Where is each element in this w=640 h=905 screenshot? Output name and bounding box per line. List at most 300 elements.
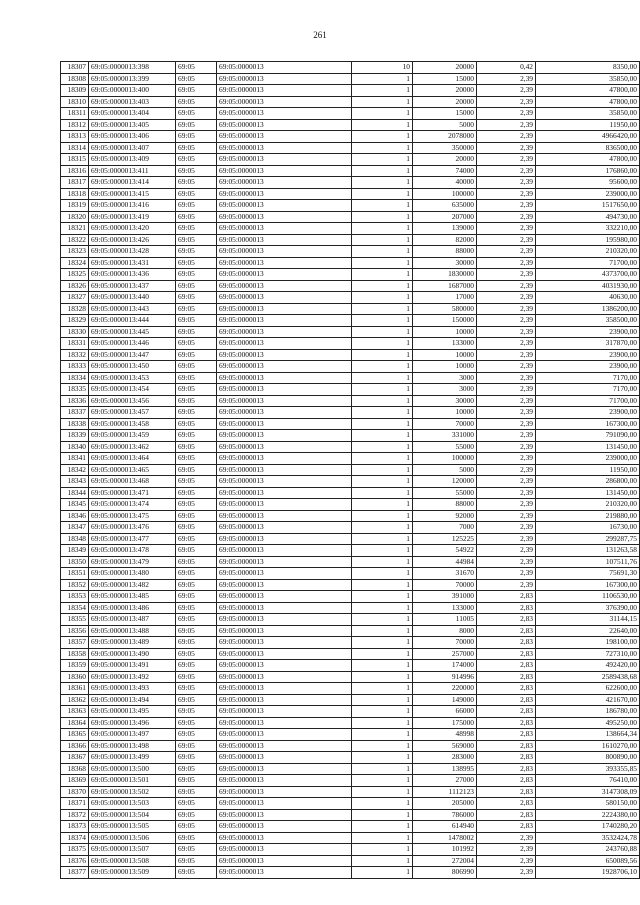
area-cell: 11005 — [413, 614, 477, 626]
district-code-cell: 69:05 — [176, 591, 217, 603]
rate-cell: 2,39 — [477, 234, 536, 246]
value-cell: 1386200,00 — [536, 303, 640, 315]
count-cell: 1 — [352, 809, 413, 821]
quarter-code-cell: 69:05:0000013 — [217, 786, 352, 798]
rate-cell: 2,83 — [477, 821, 536, 833]
area-cell: 150000 — [413, 315, 477, 327]
table-row — [61, 96, 640, 108]
value-cell: 393355,85 — [536, 763, 640, 775]
quarter-code-cell: 69:05:0000013 — [217, 510, 352, 522]
count-cell: 1 — [352, 257, 413, 269]
quarter-code-cell: 69:05:0000013 — [217, 177, 352, 189]
cadastral-number-cell: 69:05:0000013:487 — [89, 614, 176, 626]
value-cell: 1610270,00 — [536, 740, 640, 752]
rate-cell: 2,39 — [477, 96, 536, 108]
value-cell: 11950,00 — [536, 119, 640, 131]
district-code-cell: 69:05 — [176, 832, 217, 844]
rate-cell: 2,83 — [477, 591, 536, 603]
count-cell: 1 — [352, 338, 413, 350]
rate-cell: 2,39 — [477, 326, 536, 338]
quarter-code-cell: 69:05:0000013 — [217, 441, 352, 453]
row-number-cell: 18372 — [61, 809, 89, 821]
table-row — [61, 269, 640, 281]
district-code-cell: 69:05 — [176, 223, 217, 235]
value-cell: 76410,00 — [536, 775, 640, 787]
row-number-cell: 18323 — [61, 246, 89, 258]
cadastral-number-cell: 69:05:0000013:477 — [89, 533, 176, 545]
count-cell: 1 — [352, 648, 413, 660]
count-cell: 1 — [352, 614, 413, 626]
quarter-code-cell: 69:05:0000013 — [217, 637, 352, 649]
quarter-code-cell: 69:05:0000013 — [217, 303, 352, 315]
district-code-cell: 69:05 — [176, 211, 217, 223]
cadastral-number-cell: 69:05:0000013:492 — [89, 671, 176, 683]
cadastral-number-cell: 69:05:0000013:502 — [89, 786, 176, 798]
district-code-cell: 69:05 — [176, 683, 217, 695]
value-cell: 23900,00 — [536, 349, 640, 361]
count-cell: 1 — [352, 407, 413, 419]
rate-cell: 2,39 — [477, 177, 536, 189]
quarter-code-cell: 69:05:0000013 — [217, 591, 352, 603]
area-cell: 88000 — [413, 246, 477, 258]
count-cell: 1 — [352, 510, 413, 522]
row-number-cell: 18340 — [61, 441, 89, 453]
row-number-cell: 18332 — [61, 349, 89, 361]
value-cell: 23900,00 — [536, 361, 640, 373]
area-cell: 70000 — [413, 418, 477, 430]
row-number-cell: 18333 — [61, 361, 89, 373]
value-cell: 40630,00 — [536, 292, 640, 304]
table-row — [61, 315, 640, 327]
count-cell: 1 — [352, 821, 413, 833]
value-cell: 210320,00 — [536, 499, 640, 511]
count-cell: 1 — [352, 188, 413, 200]
quarter-code-cell: 69:05:0000013 — [217, 499, 352, 511]
row-number-cell: 18364 — [61, 717, 89, 729]
area-cell: 82000 — [413, 234, 477, 246]
table-row — [61, 234, 640, 246]
cadastral-number-cell: 69:05:0000013:447 — [89, 349, 176, 361]
rate-cell: 2,83 — [477, 752, 536, 764]
count-cell: 1 — [352, 119, 413, 131]
row-number-cell: 18346 — [61, 510, 89, 522]
quarter-code-cell: 69:05:0000013 — [217, 395, 352, 407]
quarter-code-cell: 69:05:0000013 — [217, 338, 352, 350]
district-code-cell: 69:05 — [176, 257, 217, 269]
cadastral-number-cell: 69:05:0000013:446 — [89, 338, 176, 350]
area-cell: 580000 — [413, 303, 477, 315]
row-number-cell: 18307 — [61, 62, 89, 74]
district-code-cell: 69:05 — [176, 625, 217, 637]
area-cell: 54922 — [413, 545, 477, 557]
row-number-cell: 18344 — [61, 487, 89, 499]
value-cell: 107511,76 — [536, 556, 640, 568]
value-cell: 421670,00 — [536, 694, 640, 706]
count-cell: 1 — [352, 246, 413, 258]
area-cell: 806990 — [413, 867, 477, 879]
area-cell: 205000 — [413, 798, 477, 810]
quarter-code-cell: 69:05:0000013 — [217, 418, 352, 430]
table-row — [61, 556, 640, 568]
rate-cell: 2,39 — [477, 315, 536, 327]
count-cell: 1 — [352, 292, 413, 304]
count-cell: 1 — [352, 683, 413, 695]
quarter-code-cell: 69:05:0000013 — [217, 142, 352, 154]
row-number-cell: 18322 — [61, 234, 89, 246]
quarter-code-cell: 69:05:0000013 — [217, 246, 352, 258]
table-row — [61, 200, 640, 212]
rate-cell: 2,39 — [477, 832, 536, 844]
area-cell: 5000 — [413, 119, 477, 131]
quarter-code-cell: 69:05:0000013 — [217, 384, 352, 396]
table-row — [61, 165, 640, 177]
quarter-code-cell: 69:05:0000013 — [217, 568, 352, 580]
table-row — [61, 476, 640, 488]
cadastral-number-cell: 69:05:0000013:499 — [89, 752, 176, 764]
area-cell: 48998 — [413, 729, 477, 741]
cadastral-number-cell: 69:05:0000013:497 — [89, 729, 176, 741]
row-number-cell: 18357 — [61, 637, 89, 649]
district-code-cell: 69:05 — [176, 522, 217, 534]
district-code-cell: 69:05 — [176, 200, 217, 212]
value-cell: 219880,00 — [536, 510, 640, 522]
area-cell: 20000 — [413, 96, 477, 108]
table-row — [61, 844, 640, 856]
table-row — [61, 441, 640, 453]
table-row — [61, 154, 640, 166]
cadastral-number-cell: 69:05:0000013:454 — [89, 384, 176, 396]
count-cell: 1 — [352, 349, 413, 361]
value-cell: 239000,00 — [536, 188, 640, 200]
quarter-code-cell: 69:05:0000013 — [217, 487, 352, 499]
quarter-code-cell: 69:05:0000013 — [217, 211, 352, 223]
table-row — [61, 602, 640, 614]
cadastral-number-cell: 69:05:0000013:465 — [89, 464, 176, 476]
row-number-cell: 18317 — [61, 177, 89, 189]
area-cell: 5000 — [413, 464, 477, 476]
row-number-cell: 18318 — [61, 188, 89, 200]
row-number-cell: 18336 — [61, 395, 89, 407]
area-cell: 100000 — [413, 453, 477, 465]
district-code-cell: 69:05 — [176, 821, 217, 833]
count-cell: 1 — [352, 154, 413, 166]
area-cell: 391000 — [413, 591, 477, 603]
value-cell: 1106530,00 — [536, 591, 640, 603]
count-cell: 1 — [352, 177, 413, 189]
rate-cell: 2,39 — [477, 464, 536, 476]
table-row — [61, 85, 640, 97]
area-cell: 101992 — [413, 844, 477, 856]
rate-cell: 2,83 — [477, 660, 536, 672]
count-cell: 1 — [352, 545, 413, 557]
value-cell: 800890,00 — [536, 752, 640, 764]
rate-cell: 2,39 — [477, 568, 536, 580]
quarter-code-cell: 69:05:0000013 — [217, 165, 352, 177]
table-row — [61, 384, 640, 396]
area-cell: 44984 — [413, 556, 477, 568]
area-cell: 139000 — [413, 223, 477, 235]
cadastral-number-cell: 69:05:0000013:444 — [89, 315, 176, 327]
count-cell: 1 — [352, 372, 413, 384]
rate-cell: 2,39 — [477, 579, 536, 591]
count-cell: 1 — [352, 579, 413, 591]
value-cell: 727310,00 — [536, 648, 640, 660]
count-cell: 1 — [352, 384, 413, 396]
district-code-cell: 69:05 — [176, 706, 217, 718]
rate-cell: 2,83 — [477, 809, 536, 821]
rate-cell: 2,39 — [477, 73, 536, 85]
table-row — [61, 855, 640, 867]
table-row — [61, 533, 640, 545]
cadastral-number-cell: 69:05:0000013:443 — [89, 303, 176, 315]
cadastral-number-cell: 69:05:0000013:505 — [89, 821, 176, 833]
value-cell: 1517650,00 — [536, 200, 640, 212]
area-cell: 786000 — [413, 809, 477, 821]
cadastral-number-cell: 69:05:0000013:459 — [89, 430, 176, 442]
cadastral-number-cell: 69:05:0000013:498 — [89, 740, 176, 752]
value-cell: 3532424,78 — [536, 832, 640, 844]
cadastral-number-cell: 69:05:0000013:406 — [89, 131, 176, 143]
count-cell: 1 — [352, 476, 413, 488]
quarter-code-cell: 69:05:0000013 — [217, 154, 352, 166]
table-row — [61, 338, 640, 350]
rate-cell: 2,83 — [477, 637, 536, 649]
cadastral-number-cell: 69:05:0000013:407 — [89, 142, 176, 154]
cadastral-number-cell: 69:05:0000013:508 — [89, 855, 176, 867]
rate-cell: 2,83 — [477, 786, 536, 798]
area-cell: 149000 — [413, 694, 477, 706]
quarter-code-cell: 69:05:0000013 — [217, 614, 352, 626]
cadastral-number-cell: 69:05:0000013:478 — [89, 545, 176, 557]
count-cell: 1 — [352, 855, 413, 867]
area-cell: 257000 — [413, 648, 477, 660]
row-number-cell: 18363 — [61, 706, 89, 718]
district-code-cell: 69:05 — [176, 476, 217, 488]
rate-cell: 2,83 — [477, 648, 536, 660]
area-cell: 20000 — [413, 85, 477, 97]
rate-cell: 2,39 — [477, 108, 536, 120]
row-number-cell: 18325 — [61, 269, 89, 281]
quarter-code-cell: 69:05:0000013 — [217, 867, 352, 879]
cadastral-number-cell: 69:05:0000013:490 — [89, 648, 176, 660]
row-number-cell: 18373 — [61, 821, 89, 833]
table-row — [61, 625, 640, 637]
value-cell: 95600,00 — [536, 177, 640, 189]
cadastral-value-table — [60, 61, 640, 879]
quarter-code-cell: 69:05:0000013 — [217, 96, 352, 108]
row-number-cell: 18308 — [61, 73, 89, 85]
count-cell: 1 — [352, 499, 413, 511]
value-cell: 131450,00 — [536, 487, 640, 499]
area-cell: 40000 — [413, 177, 477, 189]
row-number-cell: 18355 — [61, 614, 89, 626]
row-number-cell: 18311 — [61, 108, 89, 120]
rate-cell: 2,39 — [477, 430, 536, 442]
area-cell: 220000 — [413, 683, 477, 695]
area-cell: 3000 — [413, 372, 477, 384]
district-code-cell: 69:05 — [176, 752, 217, 764]
count-cell: 1 — [352, 165, 413, 177]
value-cell: 71700,00 — [536, 257, 640, 269]
rate-cell: 2,83 — [477, 798, 536, 810]
quarter-code-cell: 69:05:0000013 — [217, 257, 352, 269]
count-cell: 1 — [352, 729, 413, 741]
district-code-cell: 69:05 — [176, 108, 217, 120]
cadastral-number-cell: 69:05:0000013:458 — [89, 418, 176, 430]
rate-cell: 2,39 — [477, 510, 536, 522]
row-number-cell: 18326 — [61, 280, 89, 292]
rate-cell: 2,39 — [477, 407, 536, 419]
cadastral-number-cell: 69:05:0000013:420 — [89, 223, 176, 235]
value-cell: 35850,00 — [536, 108, 640, 120]
cadastral-number-cell: 69:05:0000013:462 — [89, 441, 176, 453]
row-number-cell: 18347 — [61, 522, 89, 534]
quarter-code-cell: 69:05:0000013 — [217, 545, 352, 557]
area-cell: 70000 — [413, 637, 477, 649]
count-cell: 1 — [352, 568, 413, 580]
table-row — [61, 62, 640, 74]
quarter-code-cell: 69:05:0000013 — [217, 407, 352, 419]
area-cell: 20000 — [413, 62, 477, 74]
page-number: 261 — [313, 30, 327, 40]
district-code-cell: 69:05 — [176, 855, 217, 867]
rate-cell: 2,83 — [477, 602, 536, 614]
district-code-cell: 69:05 — [176, 85, 217, 97]
cadastral-number-cell: 69:05:0000013:428 — [89, 246, 176, 258]
quarter-code-cell: 69:05:0000013 — [217, 798, 352, 810]
area-cell: 66000 — [413, 706, 477, 718]
quarter-code-cell: 69:05:0000013 — [217, 832, 352, 844]
value-cell: 3147308,09 — [536, 786, 640, 798]
rate-cell: 2,83 — [477, 717, 536, 729]
row-number-cell: 18367 — [61, 752, 89, 764]
count-cell: 1 — [352, 223, 413, 235]
cadastral-number-cell: 69:05:0000013:495 — [89, 706, 176, 718]
value-cell: 167300,00 — [536, 418, 640, 430]
area-cell: 27000 — [413, 775, 477, 787]
table-row — [61, 568, 640, 580]
row-number-cell: 18342 — [61, 464, 89, 476]
table-row — [61, 763, 640, 775]
row-number-cell: 18359 — [61, 660, 89, 672]
row-number-cell: 18321 — [61, 223, 89, 235]
district-code-cell: 69:05 — [176, 384, 217, 396]
area-cell: 1687000 — [413, 280, 477, 292]
table-row — [61, 867, 640, 879]
cadastral-number-cell: 69:05:0000013:471 — [89, 487, 176, 499]
district-code-cell: 69:05 — [176, 763, 217, 775]
table-row — [61, 706, 640, 718]
count-cell: 1 — [352, 786, 413, 798]
area-cell: 175000 — [413, 717, 477, 729]
rate-cell: 2,39 — [477, 418, 536, 430]
value-cell: 1740280,20 — [536, 821, 640, 833]
table-row — [61, 752, 640, 764]
table-row — [61, 257, 640, 269]
value-cell: 176860,00 — [536, 165, 640, 177]
row-number-cell: 18312 — [61, 119, 89, 131]
row-number-cell: 18314 — [61, 142, 89, 154]
district-code-cell: 69:05 — [176, 280, 217, 292]
count-cell: 1 — [352, 441, 413, 453]
row-number-cell: 18371 — [61, 798, 89, 810]
row-number-cell: 18356 — [61, 625, 89, 637]
row-number-cell: 18341 — [61, 453, 89, 465]
rate-cell: 2,83 — [477, 671, 536, 683]
cadastral-number-cell: 69:05:0000013:456 — [89, 395, 176, 407]
district-code-cell: 69:05 — [176, 326, 217, 338]
district-code-cell: 69:05 — [176, 73, 217, 85]
rate-cell: 2,39 — [477, 165, 536, 177]
count-cell: 1 — [352, 142, 413, 154]
row-number-cell: 18349 — [61, 545, 89, 557]
count-cell: 1 — [352, 200, 413, 212]
cadastral-number-cell: 69:05:0000013:419 — [89, 211, 176, 223]
cadastral-number-cell: 69:05:0000013:507 — [89, 844, 176, 856]
value-cell: 7170,00 — [536, 372, 640, 384]
value-cell: 4966420,00 — [536, 131, 640, 143]
district-code-cell: 69:05 — [176, 556, 217, 568]
value-cell: 791090,00 — [536, 430, 640, 442]
quarter-code-cell: 69:05:0000013 — [217, 372, 352, 384]
cadastral-number-cell: 69:05:0000013:503 — [89, 798, 176, 810]
rate-cell: 2,39 — [477, 119, 536, 131]
quarter-code-cell: 69:05:0000013 — [217, 683, 352, 695]
rate-cell: 2,39 — [477, 556, 536, 568]
area-cell: 55000 — [413, 487, 477, 499]
rate-cell: 2,39 — [477, 223, 536, 235]
rate-cell: 2,39 — [477, 211, 536, 223]
district-code-cell: 69:05 — [176, 717, 217, 729]
rate-cell: 2,39 — [477, 154, 536, 166]
district-code-cell: 69:05 — [176, 464, 217, 476]
district-code-cell: 69:05 — [176, 568, 217, 580]
cadastral-number-cell: 69:05:0000013:475 — [89, 510, 176, 522]
area-cell: 1112123 — [413, 786, 477, 798]
cadastral-number-cell: 69:05:0000013:457 — [89, 407, 176, 419]
district-code-cell: 69:05 — [176, 418, 217, 430]
value-cell: 75691,30 — [536, 568, 640, 580]
table-row — [61, 740, 640, 752]
rate-cell: 2,83 — [477, 706, 536, 718]
table-row — [61, 349, 640, 361]
row-number-cell: 18351 — [61, 568, 89, 580]
cadastral-number-cell: 69:05:0000013:474 — [89, 499, 176, 511]
quarter-code-cell: 69:05:0000013 — [217, 625, 352, 637]
count-cell: 1 — [352, 315, 413, 327]
rate-cell: 2,39 — [477, 338, 536, 350]
count-cell: 1 — [352, 591, 413, 603]
cadastral-number-cell: 69:05:0000013:398 — [89, 62, 176, 74]
cadastral-number-cell: 69:05:0000013:476 — [89, 522, 176, 534]
area-cell: 350000 — [413, 142, 477, 154]
row-number-cell: 18375 — [61, 844, 89, 856]
row-number-cell: 18315 — [61, 154, 89, 166]
row-number-cell: 18334 — [61, 372, 89, 384]
quarter-code-cell: 69:05:0000013 — [217, 522, 352, 534]
table-row — [61, 326, 640, 338]
count-cell: 1 — [352, 453, 413, 465]
table-row — [61, 775, 640, 787]
district-code-cell: 69:05 — [176, 188, 217, 200]
cadastral-number-cell: 69:05:0000013:445 — [89, 326, 176, 338]
table-row — [61, 729, 640, 741]
table-row — [61, 131, 640, 143]
value-cell: 131450,00 — [536, 441, 640, 453]
rate-cell: 2,83 — [477, 625, 536, 637]
row-number-cell: 18370 — [61, 786, 89, 798]
value-cell: 210320,00 — [536, 246, 640, 258]
